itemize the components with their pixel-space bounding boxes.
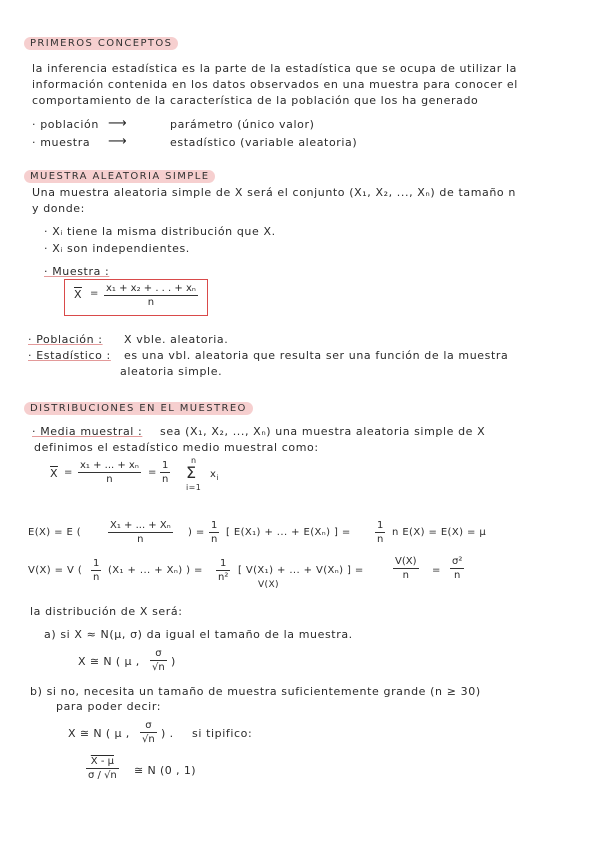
fraction-bar: [78, 472, 141, 473]
equals-sign: =: [148, 467, 157, 478]
fraction-bar: [393, 568, 419, 569]
summation-icon: Σ: [186, 463, 197, 482]
one-over-n-fraction: [160, 460, 170, 485]
dist-intro: la distribución de X será:: [30, 605, 183, 618]
fraction-den: √n: [142, 734, 155, 745]
fraction-den: n: [162, 474, 169, 485]
equals-sign: =: [90, 288, 99, 299]
fraction-bar: [375, 532, 385, 533]
def-poblacion-text: X vble. aleatoria.: [124, 333, 229, 346]
fraction-den: n²: [218, 572, 229, 583]
fraction-bar: [91, 570, 101, 571]
fraction-num: σ²: [452, 556, 463, 567]
def-poblacion-label: [28, 333, 103, 346]
fraction-den: n: [402, 570, 409, 581]
dist-b-formula-post: ) .: [161, 727, 174, 740]
dist-b-tipifico: si tipifico:: [192, 727, 253, 740]
media-muestral-label-text: · Media muestral :: [32, 425, 143, 438]
mas-bullet-2: · Xᵢ son independientes.: [44, 242, 190, 255]
expectation-rest-1: [ E(X₁) + ... + E(Xₙ) ] =: [226, 527, 351, 538]
dist-case-a: a) si X ≈ N(μ, σ) da igual el tamaño de la muestra.: [44, 628, 353, 641]
dist-a-formula-post: ): [171, 655, 176, 668]
expectation-left: E(X) = E (: [28, 527, 82, 538]
variance-sigma2-over-n: [450, 556, 464, 581]
fraction-num: 1: [162, 460, 169, 471]
fraction-bar: [86, 768, 119, 769]
variance-one-over-n: [91, 558, 101, 583]
dist-a-formula-pre: X ≅ N ( μ ,: [78, 655, 140, 668]
dist-case-b-1: b) si no, necesita un tamaño de muestra suficientemente grande (n ≥ 30): [30, 685, 481, 698]
bullet-muestra: · muestra: [32, 136, 91, 149]
dist-b-sigma-over-rootn: [140, 720, 157, 745]
mas-line-1: Una muestra aleatoria simple de X será el conjunto (X₁, X₂, ..., Xₙ) de tamaño n: [32, 186, 516, 199]
arrow-icon: ⟶: [108, 134, 128, 149]
variance-one-over-n2: [216, 558, 230, 583]
equals-sign: =: [64, 467, 73, 478]
fraction-den: √n: [152, 662, 165, 673]
fraction-den: n: [454, 570, 461, 581]
fraction-den: n: [93, 572, 100, 583]
def-estadistico-label: [28, 349, 111, 362]
media-fraction: [78, 460, 141, 485]
fraction-num: 1: [93, 558, 100, 569]
standardization-num: X - μ: [90, 756, 114, 767]
expectation-mid: ) =: [188, 527, 205, 538]
section-heading-distribuciones: DISTRIBUCIONES EN EL MUESTREO: [24, 402, 253, 415]
section-heading-muestra-aleatoria: MUESTRA ALEATORIA SIMPLE: [24, 170, 215, 183]
fraction-den: n: [377, 534, 384, 545]
standard-normal: ≅ N (0 , 1): [134, 764, 196, 777]
media-fraction-num: x₁ + ... + xₙ: [80, 460, 139, 471]
xbar-symbol: $\overline{X}$: [50, 467, 58, 480]
intro-line-3: comportamiento de la característica de la población que los ha generado: [32, 94, 479, 107]
fraction-num: 1: [211, 520, 218, 531]
fraction-num: σ: [145, 720, 152, 731]
x-i-sub: i: [216, 474, 219, 482]
variance-rest-1: [ V(X₁) + ... + V(Xₙ) ] =: [238, 565, 364, 576]
arrow-icon: ⟶: [108, 116, 128, 131]
mas-line-2: y donde:: [32, 202, 85, 215]
media-line-2: definimos el estadístico medio muestral como:: [34, 441, 319, 454]
fraction-bar: [140, 732, 157, 733]
def-estadistico-text-1: es una vbl. aleatoria que resulta ser una función de la muestra: [124, 349, 509, 362]
fraction-bar: [216, 570, 230, 571]
sum-lower: i=1: [186, 483, 202, 492]
media-muestral-label: [32, 425, 142, 438]
muestra-label-text: · Muestra :: [44, 265, 110, 278]
intro-line-1: la inferencia estadística es la parte de la estadística que se ocupa de utilizar la: [32, 62, 517, 75]
variance-vx-over-n: [393, 556, 419, 581]
def-estadistico-label-text: · Estadístico :: [28, 349, 111, 362]
fraction-numerator: x₁ + x₂ + . . . + xₙ: [106, 283, 196, 294]
expectation-one-over-n: [209, 520, 219, 545]
variance-underbrace-label: V(X): [258, 580, 279, 590]
fraction-bar: [104, 295, 198, 296]
expectation-rest-2: n E(X) = E(X) = μ: [392, 527, 487, 538]
media-line-1: sea (X₁, X₂, ..., Xₙ) una muestra aleatoria simple de X: [160, 425, 486, 438]
fraction-num: σ: [155, 648, 162, 659]
fraction-num: 1: [219, 558, 227, 569]
standardization-fraction: [86, 756, 119, 781]
expectation-one-over-n-2: [375, 520, 385, 545]
media-fraction-den: n: [106, 474, 113, 485]
x-i: [210, 469, 219, 482]
fraction-bar: [108, 532, 173, 533]
intro-line-2: información contenida en los datos observados en una muestra para conocer el: [32, 78, 518, 91]
sum-upper: n: [191, 456, 197, 465]
variance-inner: (X₁ + ... + Xₙ) ) =: [108, 565, 203, 576]
mas-bullet-1: · Xᵢ tiene la misma distribución que X.: [44, 225, 276, 238]
fraction-bar: [209, 532, 219, 533]
expectation-num: X₁ + ... + Xₙ: [110, 520, 171, 531]
def-estadistico-text-2: aleatoria simple.: [120, 365, 223, 378]
muestra-label: [44, 265, 109, 278]
expectation-den: n: [137, 534, 144, 545]
section-heading-primeros-conceptos: PRIMEROS CONCEPTOS: [24, 37, 178, 50]
variance-left: V(X) = V (: [28, 565, 83, 576]
bullet-poblacion: · población: [32, 118, 99, 131]
fraction-den: n: [211, 534, 218, 545]
def-poblacion-label-text: · Población :: [28, 333, 103, 346]
fraction-bar: [450, 568, 464, 569]
bullet-poblacion-value: parámetro (único valor): [170, 118, 315, 131]
dist-b-formula-pre: X ≅ N ( μ ,: [68, 727, 130, 740]
sample-mean-fraction: [104, 283, 198, 308]
fraction-bar: [160, 472, 170, 473]
fraction-num: V(X): [395, 556, 417, 567]
expectation-fraction: [108, 520, 173, 545]
standardization-den: σ / √n: [88, 770, 117, 781]
fraction-denominator: n: [147, 297, 155, 308]
fraction-bar: [150, 660, 167, 661]
fraction-num: 1: [377, 520, 384, 531]
xbar-symbol: $\overline{X}$: [74, 288, 82, 301]
equals-sign: =: [432, 565, 441, 576]
dist-case-b-2: para poder decir:: [56, 700, 162, 713]
dist-a-sigma-over-rootn: [150, 648, 167, 673]
x-i-base: x: [210, 469, 217, 480]
dist-a-formula: [78, 655, 140, 668]
bullet-muestra-value: estadístico (variable aleatoria): [170, 136, 358, 149]
